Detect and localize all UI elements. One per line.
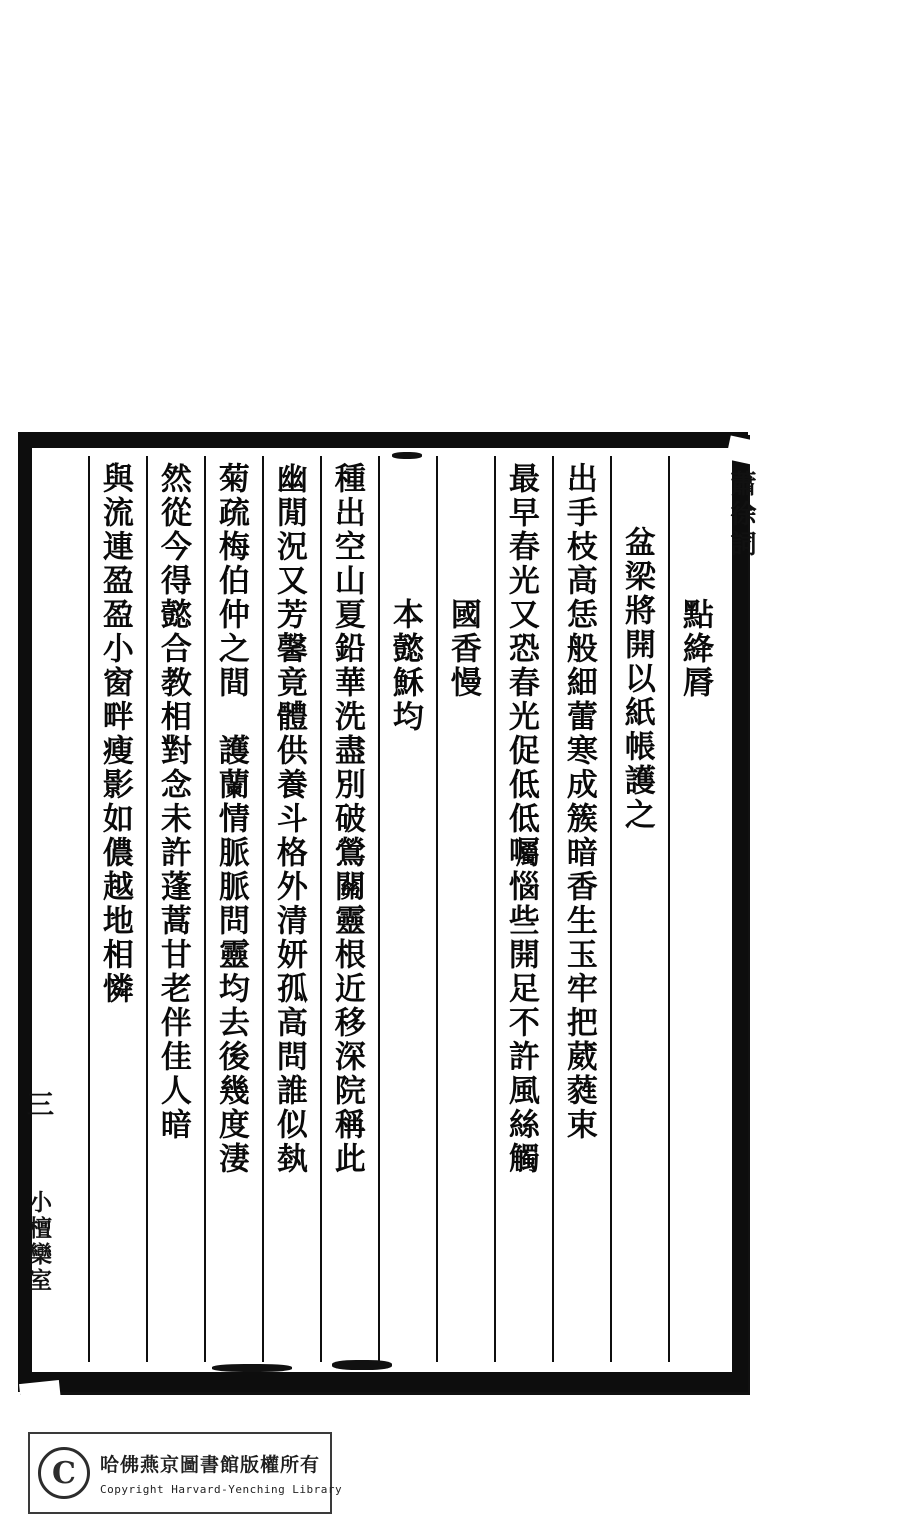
copyright-icon: C	[38, 1447, 90, 1499]
ink-speck	[332, 1360, 392, 1370]
column-rule	[378, 456, 380, 1362]
column-rule	[146, 456, 148, 1362]
column-rule	[320, 456, 322, 1362]
text-column-verse-1: 出手枝高恁般細蕾寒成簇暗香生玉牢把葳蕤束	[560, 462, 597, 1142]
text-column-verse-5: 菊疏梅伯仲之間 護蘭情脈脈問靈均去後幾度淒	[212, 462, 249, 1176]
stamp-english-text: Copyright Harvard-Yenching Library	[100, 1483, 343, 1496]
column-rule	[262, 456, 264, 1362]
text-column-verse-6: 然從今得懿合教相對念未許蓬蒿甘老伴佳人暗	[154, 462, 191, 1142]
text-column-verse-3: 種出空山夏鉛華洗盡別破鶯關靈根近移深院稱此	[328, 462, 365, 1176]
text-column-verse-7: 與流連盈盈小窗畔瘦影如儂越地相憐	[96, 462, 133, 1006]
text-column-tune-title-2: 國香慢	[444, 598, 481, 700]
column-rule	[610, 456, 612, 1362]
column-rule	[494, 456, 496, 1362]
column-rule	[668, 456, 670, 1362]
publisher-mark: 小檀欒室	[25, 1190, 52, 1294]
page-number: 三	[22, 1090, 53, 1119]
stamp-text	[100, 1450, 342, 1496]
text-surface	[32, 448, 732, 1372]
ink-speck	[212, 1364, 292, 1372]
column-rule	[88, 456, 90, 1362]
text-column-subtitle-2: 本懿穌均	[386, 598, 423, 734]
left-margin	[18, 1090, 64, 1119]
text-column-verse-4: 幽閒況又芳馨竟體供養斗格外清妍孤高問誰似埶	[270, 462, 307, 1176]
stamp-chinese-text: 哈佛燕京圖書館版權所有	[100, 1454, 321, 1476]
column-rule	[552, 456, 554, 1362]
text-column-verse-2: 最早春光又恐春光促低低囑惱些開足不許風絲觸	[502, 462, 539, 1176]
spine-title: 蕭徐詞	[726, 470, 756, 560]
woodblock-frame	[18, 432, 748, 1392]
text-column-preface-1: 盆梁將開以紙帳護之	[618, 526, 655, 832]
column-rule	[204, 456, 206, 1362]
library-copyright-stamp	[28, 1432, 343, 1514]
ink-speck	[392, 452, 422, 459]
text-column-tune-title-1: 點絳脣	[676, 598, 713, 700]
column-rule	[436, 456, 438, 1362]
